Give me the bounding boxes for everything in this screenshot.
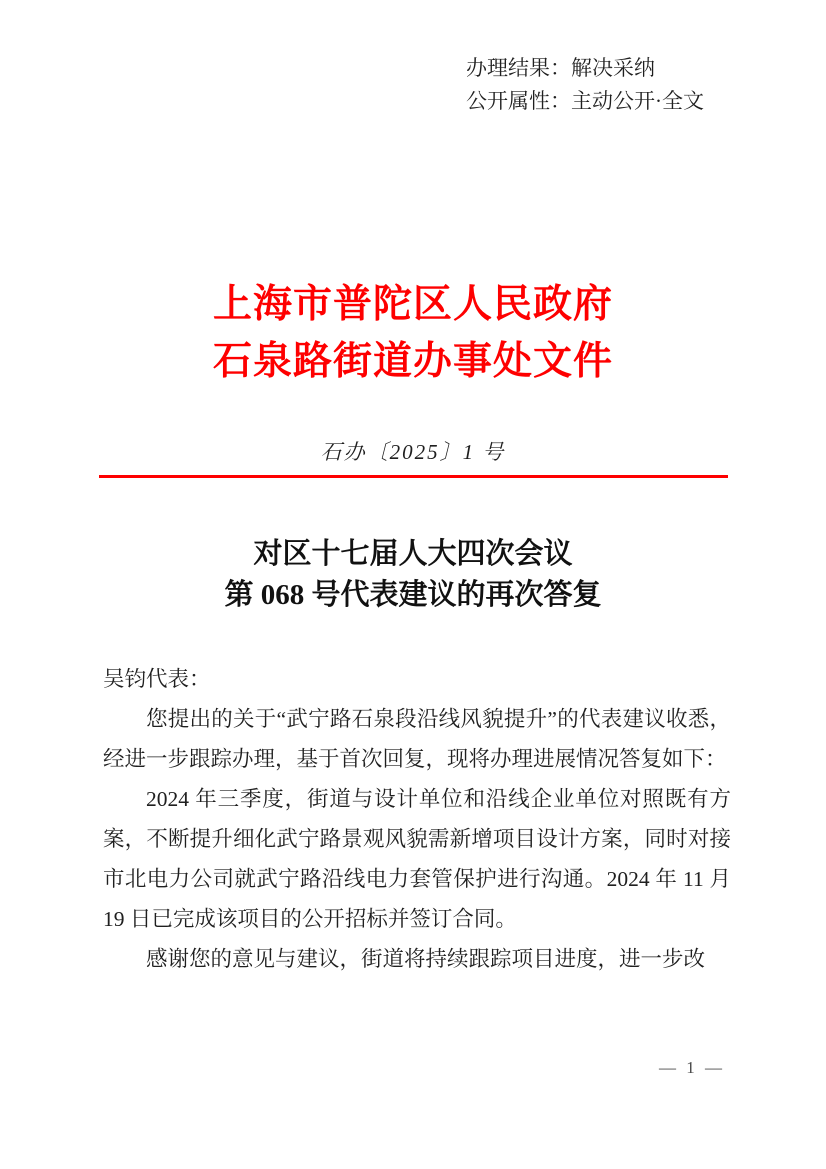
meta-publicity-attribute: 公开属性：主动公开·全文 bbox=[466, 89, 704, 113]
document-title-line2: 第 068 号代表建议的再次答复 bbox=[224, 579, 602, 611]
agency-letterhead bbox=[0, 276, 826, 390]
document-title bbox=[0, 534, 826, 616]
body-paragraph: 感谢您的意见与建议，街道将持续跟踪项目进度，进一步改 bbox=[146, 947, 706, 971]
red-divider-line bbox=[99, 475, 728, 478]
body-paragraph: 2024 年三季度，街道与设计单位和沿线企业单位对照既有方案，不断提升细化武宁路景观风貌需新增项目设计方案，同时对接市北电力公司就武宁路沿线电力套管保护进行沟通。2024 年 11 月 19 日已完成该项目的公开招标并签订合同。 bbox=[103, 787, 731, 931]
header-meta bbox=[466, 52, 704, 118]
document-number: 石办〔2025〕1 号 bbox=[320, 440, 506, 464]
agency-name-line2: 石泉路街道办事处文件 bbox=[212, 340, 613, 383]
salutation: 吴钧代表： bbox=[103, 667, 211, 691]
page-number: — 1 — bbox=[659, 1058, 725, 1077]
body-paragraph: 您提出的关于“武宁路石泉段沿线风貌提升”的代表建议收悉，经进一步跟踪办理，基于首次回复，现将办理进展情况答复如下： bbox=[103, 707, 731, 771]
document-body bbox=[103, 659, 731, 979]
agency-name-line1: 上海市普陀区人民政府 bbox=[212, 283, 613, 326]
document-title-line1: 对区十七届人大四次会议 bbox=[253, 538, 573, 570]
meta-handling-result: 办理结果：解决采纳 bbox=[466, 56, 655, 80]
